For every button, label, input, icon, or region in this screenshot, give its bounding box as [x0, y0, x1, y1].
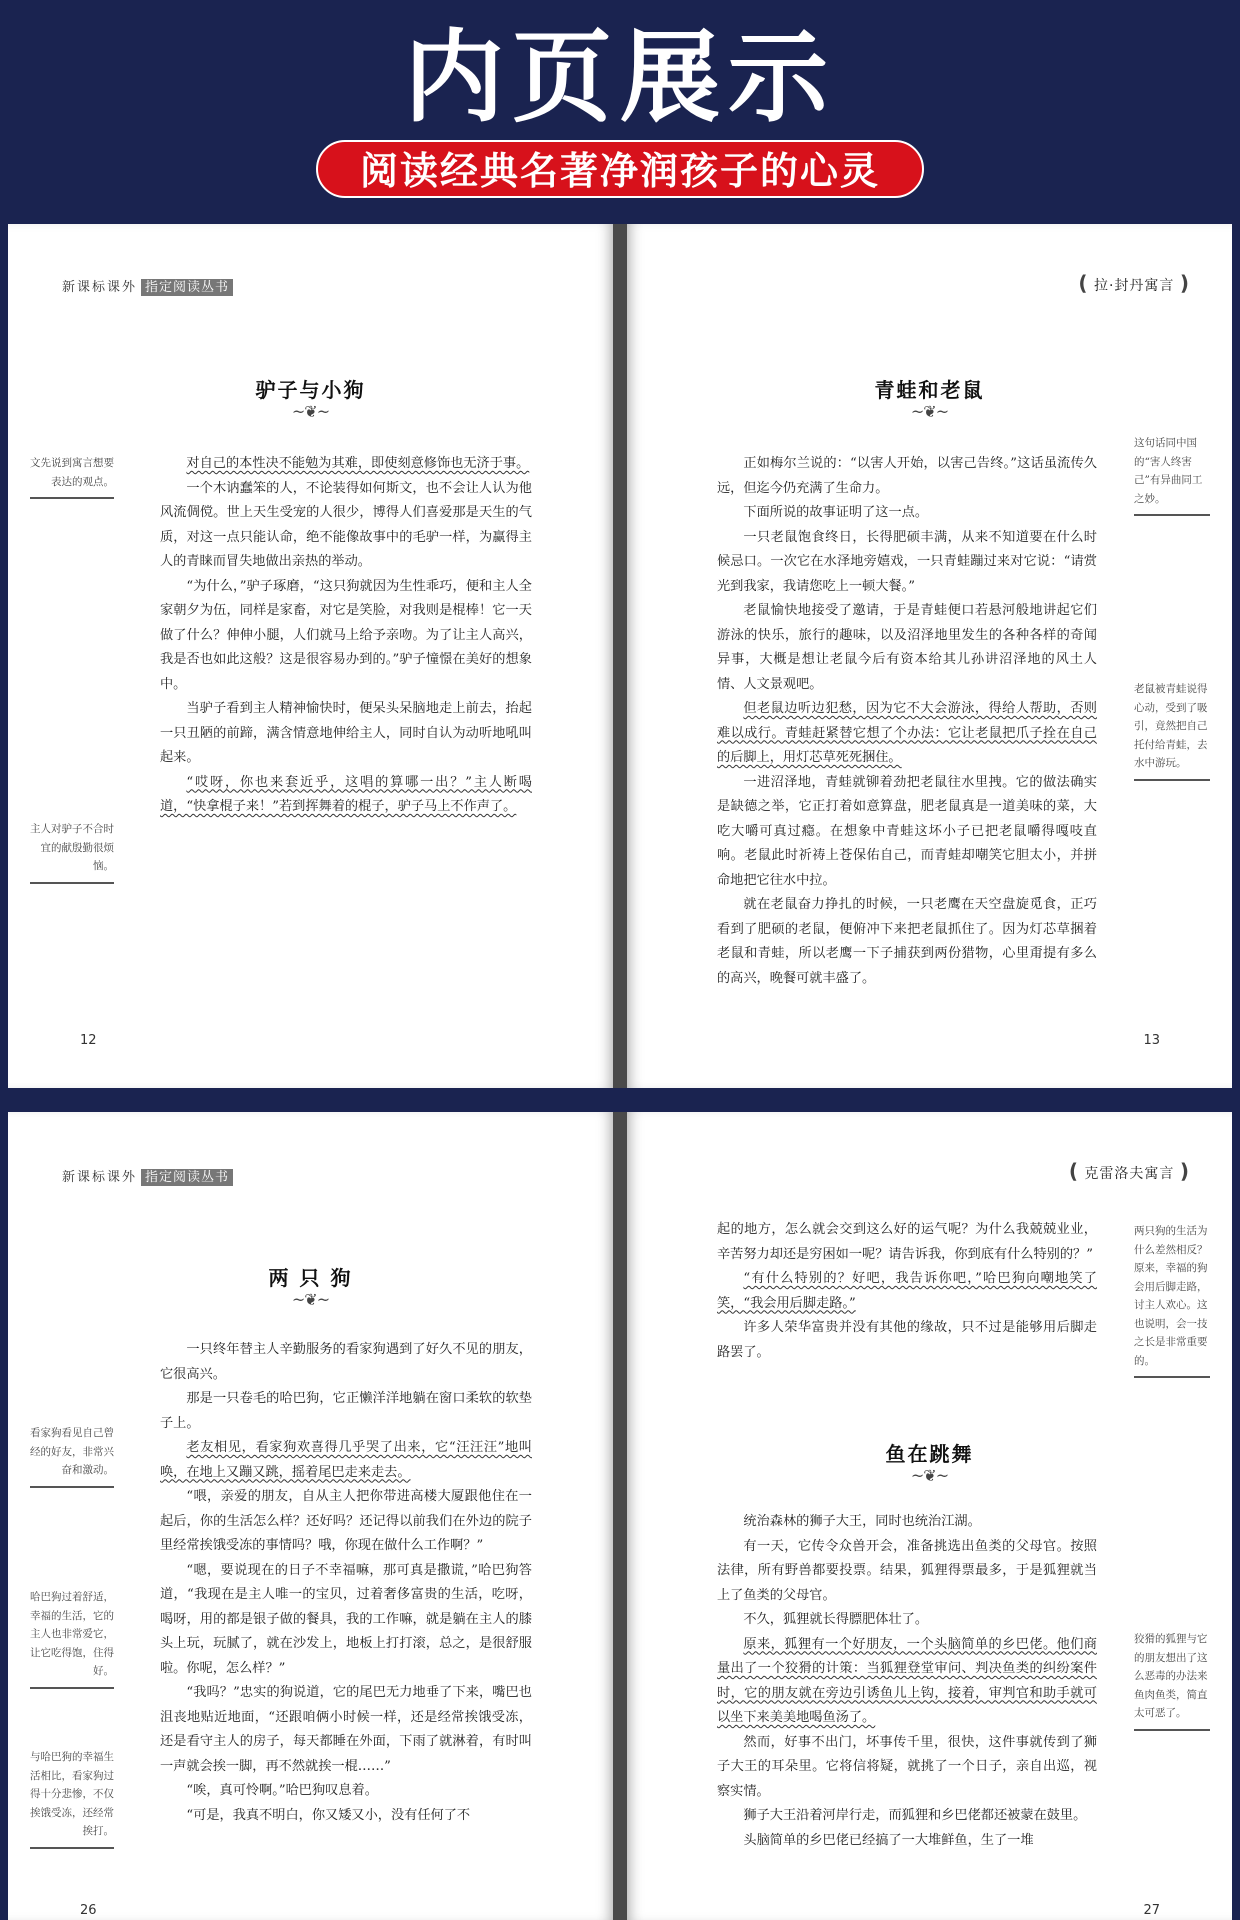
paragraph: 一只终年替主人辛勤服务的看家狗遇到了好久不见的朋友，它很高兴。 — [160, 1342, 532, 1382]
paragraph: “可是，我真不明白，你又矮又小，没有任何了不 — [186, 1807, 471, 1823]
paragraph: 头脑简单的乡巴佬已经搞了一大堆鲜鱼，生了一堆 — [743, 1832, 1034, 1848]
page-number: 12 — [80, 1033, 97, 1048]
bracket-right-icon: ) — [1179, 1159, 1190, 1183]
ornament-icon: ~❦~ — [910, 402, 949, 421]
paragraph: “为什么，”驴子琢磨，“这只狗就因为生性乖巧，便和主人全家朝夕为伍，同样是家畜，对它是笑脸，对我则是棍棒！它一天做了什么？伸伸小腿，人们就马上给予亲吻。为了让主人高兴，我是否也如此这般？这是很容易办到的。”驴子憧憬在美好的想象中。 — [160, 578, 532, 692]
paragraph: 就在老鼠奋力挣扎的时候，一只老鹰在天空盘旋觅食，正巧看到了肥硕的老鼠，便俯冲下来把老鼠抓住了。因为灯芯草捆着老鼠和青蛙，所以老鹰一下子捕获到两份猎物，心里甭提有多么的高兴，晚餐可就丰盛了。 — [717, 897, 1097, 986]
page-12 — [8, 224, 613, 1088]
paragraph: 老友相见，看家狗欢喜得几乎哭了出来，它“汪汪汪”地叫唤，在地上又蹦又跳，摇着尾巴走来走去。 — [160, 1440, 532, 1480]
paragraph: 但老鼠边听边犯愁，因为它不大会游泳，得给人帮助，否则难以成行。青蛙赶紧替它想了个办法：它让老鼠把爪子拴在自己的后脚上，用灯芯草死死捆住。 — [717, 701, 1097, 765]
book-header-title: 拉·封丹寓言 — [1093, 278, 1175, 294]
margin-note: 哈巴狗过着舒适，幸福的生活，它的主人也非常爱它，让它吃得饱，住得好。 — [30, 1588, 114, 1689]
paragraph: 一进沼泽地，青蛙就铆着劲把老鼠往水里拽。它的做法确实是缺德之举，它正打着如意算盘，肥老鼠真是一道美味的菜，大吃大嚼可真过瘾。在想象中青蛙这坏小子已把老鼠嚼得嘎吱直响。老鼠此时祈祷上苍保佑自己，而青蛙却嘲笑它胆太小，并拼命地把它往水中拉。 — [717, 774, 1097, 888]
page-number: 27 — [1143, 1903, 1160, 1918]
bracket-right-icon: ) — [1179, 271, 1190, 295]
margin-note: 老鼠被青蛙说得心动，受到了吸引，竟然把自己托付给青蛙，去水中游玩。 — [1134, 680, 1210, 781]
paragraph: 不久，狐狸就长得膘肥体壮了。 — [743, 1612, 929, 1627]
page-26 — [8, 1112, 613, 1920]
ornament-icon: ~❦~ — [910, 1466, 949, 1485]
chapter-title: 鱼在跳舞 — [885, 1442, 974, 1466]
paragraph: 狮子大王沿着河岸行走，而狐狸和乡巴佬都还被蒙在鼓里。 — [743, 1808, 1087, 1823]
banner-subtitle: 阅读经典名著净润孩子的心灵 — [316, 140, 924, 198]
paragraph: 起的地方，怎么就会交到这么好的运气呢？为什么我兢兢业业，辛苦努力却还是穷困如一呢？请告诉我，你到底有什么特别的？” — [717, 1222, 1097, 1262]
book-header — [1078, 271, 1190, 295]
book-header — [1069, 1159, 1190, 1183]
paragraph: 有一天，它传令众兽开会，准备挑选出鱼类的父母官。按照法律，所有野兽都要投票。结果，狐狸得票最多，于是狐狸就当上了鱼类的父母官。 — [717, 1538, 1097, 1603]
paragraph: “嗯，要说现在的日子不幸福嘛，那可真是撒谎，”哈巴狗答道，“我现在是主人唯一的宝贝，过着奢侈富贵的生活，吃呀，喝呀，用的都是银子做的餐具，我的工作嘛，就是躺在主人的膝头上玩，玩腻了，就在沙发上，地板上打打滚，总之，是很舒服啦。你呢，怎么样？” — [160, 1562, 532, 1676]
book-spread-2 — [8, 1112, 1232, 1920]
margin-note: 主人对驴子不合时宜的献殷勤很烦恼。 — [30, 820, 114, 884]
paragraph: 然而，好事不出门，坏事传千里，很快，这件事就传到了狮子大王的耳朵里。它将信将疑，就挑了一个日子，亲自出巡，视察实情。 — [717, 1734, 1097, 1799]
bracket-left-icon: ( — [1068, 1159, 1079, 1183]
chapter-title: 驴子与小狗 — [255, 378, 366, 402]
margin-note: 文先说到寓言想要表达的观点。 — [30, 454, 114, 499]
paragraph: “我吗？”忠实的狗说道，它的尾巴无力地垂了下来，嘴巴也沮丧地贴近地面，“还跟咱俩小时候一样，还是经常挨饿受冻，还是看守主人的房子，每天都睡在外面，下雨了就淋着，有时叫一声就会挨一脚，再不然就挨一棍……” — [160, 1685, 532, 1774]
series-label: 新课标课外 — [62, 280, 138, 295]
story-continuation — [717, 1218, 1097, 1365]
paragraph: 许多人荣华富贵并没有其他的缘故，只不过是能够用后脚走路罢了。 — [717, 1320, 1097, 1360]
paragraph: “唉，真可怜啊。”哈巴狗叹息着。 — [186, 1783, 378, 1798]
chapter-title: 青蛙和老鼠 — [874, 378, 985, 402]
book-header-title: 克雷洛夫寓言 — [1084, 1166, 1175, 1182]
paragraph: 一个木讷蠢笨的人，不论装得如何斯文，也不会让人认为他风流倜傥。世上天生受宠的人很少，博得人们喜爱那是天生的气质，对这一点只能认命，绝不能像故事中的毛驴一样，为赢得主人的青睐而冒失地做出亲热的举动。 — [160, 480, 532, 569]
paragraph: “有什么特别的？好吧，我告诉你吧，”哈巴狗向嘲地笑了笑，“我会用后脚走路。” — [717, 1271, 1097, 1311]
paragraph: 原来，狐狸有一个好朋友，一个头脑简单的乡巴佬。他们商量出了一个狡猾的计策：当狐狸登堂审问、判决鱼类的纠纷案件时，它的朋友就在旁边引诱鱼儿上钩，接着，审判官和助手就可以坐下来美美地喝鱼汤了。 — [717, 1636, 1097, 1725]
paragraph: 老鼠愉快地接受了邀请，于是青蛙便口若悬河般地讲起它们游泳的快乐，旅行的趣味，以及沼泽地里发生的各种各样的奇闻异事，大概是想让老鼠今后有资本给其儿孙讲沼泽地的风土人情、人文景观吧。 — [717, 603, 1097, 692]
series-tag: 指定阅读丛书 — [141, 279, 233, 296]
banner-title: 内页展示 — [404, 19, 836, 136]
paragraph: 下面所说的故事证明了这一点。 — [743, 505, 929, 520]
series-header — [62, 1166, 233, 1185]
series-label: 新课标课外 — [62, 1170, 138, 1185]
series-header — [62, 276, 233, 295]
margin-note: 与哈巴狗的幸福生活相比，看家狗过得十分悲惨，不仅挨饿受冻，还经常挨打。 — [30, 1748, 114, 1849]
margin-note: 这句话同中国的“害人终害己”有异曲同工之妙。 — [1134, 434, 1210, 516]
ornament-icon: ~❦~ — [291, 402, 330, 421]
story-body — [717, 452, 1097, 991]
paragraph: “喂，亲爱的朋友，自从主人把你带进高楼大厦跟他住在一起后，你的生活怎么样？还好吗？还记得以前我们在外边的院子里经常挨饿受冻的事情吗？哦，你现在做什么工作啊？” — [160, 1489, 532, 1553]
paragraph: 正如梅尔兰说的：“以害人开始，以害己告终。”这话虽流传久远，但迄今仍充满了生命力。 — [717, 456, 1097, 496]
bracket-left-icon: ( — [1078, 271, 1089, 295]
margin-note: 两只狗的生活为什么差然相反？原来，幸福的狗会用后脚走路，讨主人欢心。这也说明，会一技之长是非常重要的。 — [1134, 1222, 1210, 1378]
page-number: 26 — [80, 1903, 97, 1918]
page-number: 13 — [1143, 1033, 1160, 1048]
story-body — [717, 1510, 1097, 1853]
paragraph: 当驴子看到主人精神愉快时，便呆头呆脑地走上前去，抬起一只丑陋的前蹄，满含情意地伸给主人，同时自认为动听地吼叫起来。 — [160, 701, 532, 765]
paragraph: 一只老鼠饱食终日，长得肥硕丰满，从来不知道要在什么时候忌口。一次它在水泽地旁嬉戏，一只青蛙蹦过来对它说：“请赏光到我家，我请您吃上一顿大餐。” — [717, 529, 1097, 594]
page-27 — [627, 1112, 1232, 1920]
paragraph: “哎呀，你也来套近乎，这唱的算哪一出？”主人断喝道，“快拿棍子来！”若到挥舞着的棍子，驴子马上不作声了。 — [160, 774, 532, 814]
chapter-title: 两 只 狗 — [268, 1266, 353, 1290]
paragraph: 那是一只卷毛的哈巴狗，它正懒洋洋地躺在窗口柔软的软垫子上。 — [160, 1391, 532, 1431]
margin-note: 狡猾的狐狸与它的朋友想出了这么恶毒的办法来鱼肉鱼类，简直太可恶了。 — [1134, 1630, 1210, 1731]
story-body — [160, 452, 532, 820]
page-13 — [627, 224, 1232, 1088]
series-tag: 指定阅读丛书 — [141, 1169, 233, 1186]
paragraph: 统治森林的狮子大王，同时也统治江湖。 — [743, 1514, 981, 1529]
margin-note: 看家狗看见自己曾经的好友，非常兴奋和激动。 — [30, 1424, 114, 1488]
ornament-icon: ~❦~ — [291, 1290, 330, 1309]
paragraph: 对自己的本性决不能勉为其难，即使刻意修饰也无济于事。 — [186, 456, 530, 471]
story-body — [160, 1338, 532, 1828]
book-spread-1 — [8, 224, 1232, 1088]
